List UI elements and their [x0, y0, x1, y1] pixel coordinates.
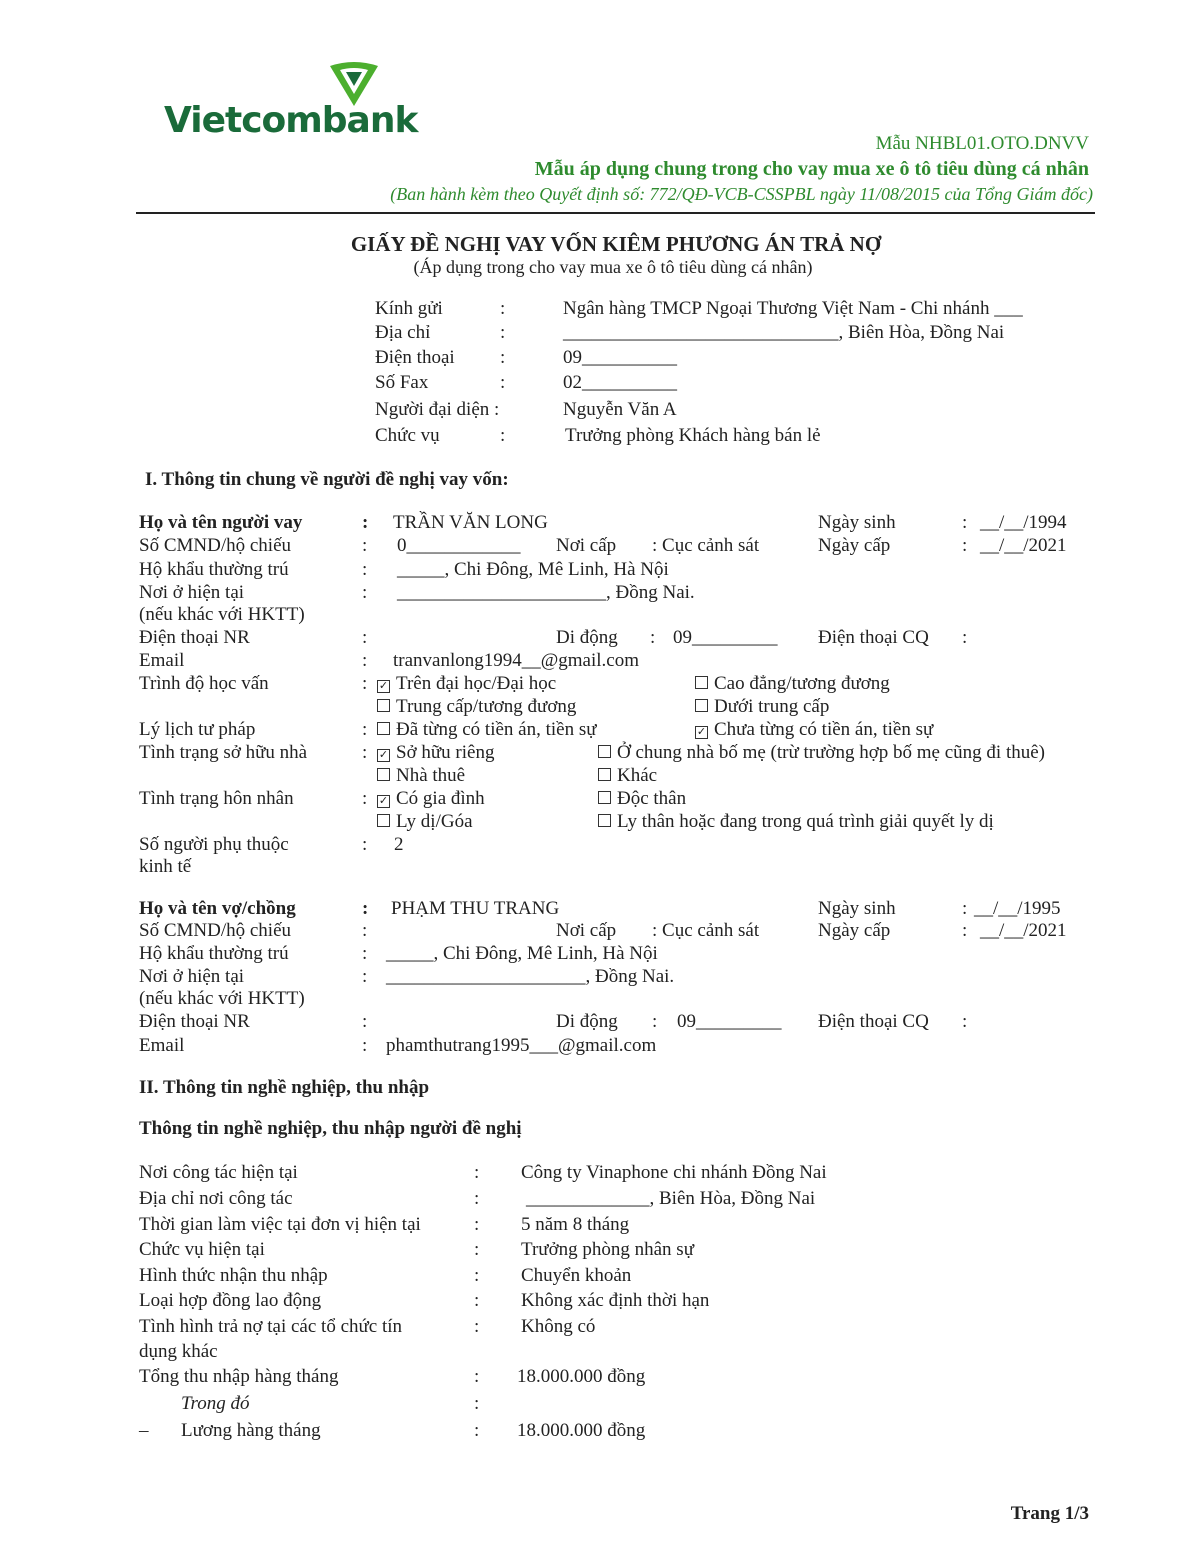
income-value: Chuyển khoản — [521, 1265, 632, 1286]
colon: : — [962, 512, 968, 533]
income-label: Lương hàng tháng — [181, 1420, 321, 1441]
label-spouse-name: Họ và tên vợ/chồng — [139, 898, 296, 919]
label-phone-cq: Điện thoại CQ — [818, 627, 929, 648]
colon: : — [652, 1011, 658, 1032]
option-label: Đã từng có tiền án, tiền sự — [396, 719, 597, 740]
colon: : — [962, 535, 968, 556]
value-dia-chi: _____________________________, Biên Hòa, Đồng Nai — [563, 322, 1005, 343]
income-label: Địa chỉ nơi công tác — [139, 1188, 293, 1209]
colon: : — [362, 943, 368, 964]
value-kinh-gui: Ngân hàng TMCP Ngoại Thương Việt Nam - Chi nhánh ___ — [563, 298, 1023, 319]
value-email: tranvanlong1994__@gmail.com — [393, 650, 639, 671]
label-issue-place: Nơi cấp — [556, 920, 617, 941]
document-title: GIẤY ĐỀ NGHỊ VAY VỐN KIÊM PHƯƠNG ÁN TRẢ NỢ — [350, 232, 882, 256]
marital-option-1[interactable] — [377, 788, 485, 810]
edu-option-3[interactable] — [377, 696, 576, 718]
house-option-3[interactable] — [377, 765, 465, 787]
label-mobile: Di động — [556, 1011, 618, 1032]
colon: : — [474, 1265, 480, 1286]
label-chuc-vu: Chức vụ — [375, 425, 440, 446]
income-label-in-which: Trong đó — [181, 1393, 250, 1414]
label-current-note: (nếu khác với HKTT) — [139, 604, 305, 625]
checkbox[interactable] — [377, 768, 390, 781]
colon: : — [962, 920, 968, 941]
label-borrower-name: Họ và tên người vay — [139, 512, 303, 533]
colon: : — [362, 559, 368, 580]
colon: : — [474, 1239, 480, 1260]
checkbox[interactable] — [377, 814, 390, 827]
section1-heading: I. Thông tin chung về người đề nghị vay vốn: — [145, 469, 509, 490]
label-dien-thoai: Điện thoại — [375, 347, 455, 368]
colon: : — [474, 1188, 480, 1209]
checkbox[interactable] — [598, 768, 611, 781]
income-label: Hình thức nhận thu nhập — [139, 1265, 328, 1286]
label-dependents-line2: kinh tế — [139, 856, 192, 877]
colon: : — [362, 966, 368, 987]
option-label: Cao đẳng/tương đương — [714, 673, 890, 694]
income-label: Chức vụ hiện tại — [139, 1239, 265, 1260]
label-phone-cq: Điện thoại CQ — [818, 1011, 929, 1032]
value-hktt: _____, Chi Đông, Mê Linh, Hà Nội — [386, 943, 658, 964]
bullet-dash: – — [139, 1420, 149, 1441]
section2-subheading: Thông tin nghề nghiệp, thu nhập người đề nghị — [139, 1118, 522, 1139]
house-option-2[interactable] — [598, 742, 1045, 764]
option-label: Trên đại học/Đại học — [396, 673, 557, 694]
value-fax: 02__________ — [563, 372, 677, 393]
label-housing: Tình trạng sở hữu nhà — [139, 742, 308, 763]
option-label: Dưới trung cấp — [714, 696, 830, 717]
value-spouse-name: PHẠM THU TRANG — [391, 898, 560, 919]
colon: : — [474, 1162, 480, 1183]
label-education: Trình độ học vấn — [139, 673, 269, 694]
label-email: Email — [139, 650, 185, 671]
label-current-address: Nơi ở hiện tại — [139, 966, 245, 987]
option-label: Sở hữu riêng — [396, 742, 495, 763]
edu-option-4[interactable] — [695, 696, 829, 718]
colon: : — [362, 742, 368, 763]
value-hktt: _____, Chi Đông, Mê Linh, Hà Nội — [397, 559, 669, 580]
value-dob: __/__/1995 — [974, 898, 1061, 919]
value-issue-date: __/__/2021 — [980, 535, 1067, 556]
value-issue-place: : Cục cảnh sát — [652, 920, 760, 941]
income-label: Tình hình trả nợ tại các tổ chức tín — [139, 1316, 403, 1337]
label-issue-place: Nơi cấp — [556, 535, 617, 556]
decree-note: (Ban hành kèm theo Quyết định số: 772/QĐ-VCB-CSSPBL ngày 11/08/2015 của Tổng Giám đốc) — [390, 184, 1093, 204]
colon: : — [500, 322, 506, 343]
value-nguoi-dai-dien: Nguyễn Văn A — [563, 399, 677, 420]
income-value: 18.000.000 đồng — [517, 1366, 646, 1387]
label-dependents: Số người phụ thuộc — [139, 834, 289, 855]
value-borrower-name: TRẦN VĂN LONG — [393, 512, 548, 533]
option-label: Độc thân — [617, 788, 687, 809]
colon: : — [500, 425, 506, 446]
option-label: Khác — [617, 765, 658, 786]
section2-heading: II. Thông tin nghề nghiệp, thu nhập — [139, 1077, 430, 1098]
checkbox-checked[interactable]: ✓ — [696, 726, 707, 738]
value-current-address: ______________________, Đồng Nai. — [397, 582, 695, 603]
income-value: Trưởng phòng nhân sự — [521, 1239, 694, 1260]
label-mobile: Di động — [556, 627, 618, 648]
colon: : — [474, 1393, 480, 1414]
label-hktt: Hộ khẩu thường trú — [139, 943, 289, 964]
income-label: Loại hợp đồng lao động — [139, 1290, 322, 1311]
label-marital: Tình trạng hôn nhân — [139, 788, 294, 809]
option-label: Trung cấp/tương đương — [396, 696, 577, 717]
form-code: Mẫu NHBL01.OTO.DNVV — [875, 133, 1089, 154]
income-label: Tổng thu nhập hàng tháng — [139, 1366, 339, 1387]
label-hktt: Hộ khẩu thường trú — [139, 559, 289, 580]
colon: : — [362, 898, 369, 919]
colon: : — [962, 627, 968, 648]
colon: : — [362, 650, 368, 671]
colon: : — [962, 1011, 968, 1032]
label-issue-date: Ngày cấp — [818, 535, 891, 556]
marital-option-4[interactable] — [598, 811, 994, 833]
page-number: Trang 1/3 — [1010, 1503, 1089, 1524]
marital-option-2[interactable] — [598, 788, 686, 810]
income-value: 5 năm 8 tháng — [521, 1214, 630, 1235]
colon: : — [362, 719, 368, 740]
colon: : — [500, 347, 506, 368]
option-label: Ly dị/Góa — [396, 811, 473, 832]
label-id: Số CMND/hộ chiếu — [139, 535, 291, 556]
value-email: phamthutrang1995___@gmail.com — [386, 1035, 657, 1056]
income-value: Không có — [521, 1316, 596, 1337]
value-mobile: 09_________ — [677, 1011, 782, 1032]
value-dien-thoai: 09__________ — [563, 347, 677, 368]
colon: : — [362, 512, 369, 533]
checkbox[interactable] — [695, 699, 708, 712]
form-description: Mẫu áp dụng chung trong cho vay mua xe ô tô tiêu dùng cá nhân — [534, 158, 1089, 180]
option-label: Nhà thuê — [396, 765, 466, 786]
label-email: Email — [139, 1035, 185, 1056]
checkbox-checked[interactable]: ✓ — [378, 749, 389, 761]
value-id: 0____________ — [397, 535, 521, 556]
colon: : — [362, 1035, 368, 1056]
value-mobile: 09_________ — [673, 627, 778, 648]
colon: : — [500, 372, 506, 393]
label-id: Số CMND/hộ chiếu — [139, 920, 291, 941]
value-issue-date: __/__/2021 — [980, 920, 1067, 941]
income-label: Thời gian làm việc tại đơn vị hiện tại — [139, 1214, 421, 1235]
income-value: 18.000.000 đồng — [517, 1420, 646, 1441]
label-phone-nr: Điện thoại NR — [139, 627, 250, 648]
value-dob: __/__/1994 — [980, 512, 1067, 533]
option-label: Ở chung nhà bố mẹ (trừ trường hợp bố mẹ cũng đi thuê) — [617, 742, 1045, 763]
option-label: Có gia đình — [396, 788, 485, 809]
edu-option-1[interactable] — [377, 673, 556, 695]
checkbox-checked[interactable]: ✓ — [378, 795, 389, 807]
marital-option-3[interactable] — [377, 811, 473, 833]
checkbox[interactable] — [598, 814, 611, 827]
colon: : — [474, 1214, 480, 1235]
label-dia-chi: Địa chỉ — [375, 322, 431, 343]
label-current-address: Nơi ở hiện tại — [139, 582, 245, 603]
colon: : — [362, 834, 368, 855]
income-label: Nơi công tác hiện tại — [139, 1162, 298, 1183]
house-option-1[interactable] — [377, 742, 494, 764]
legal-option-2[interactable] — [695, 719, 933, 741]
option-label: Chưa từng có tiền án, tiền sự — [714, 719, 934, 740]
checkbox[interactable] — [377, 699, 390, 712]
value-current-address: _____________________, Đồng Nai. — [386, 966, 675, 987]
label-current-note: (nếu khác với HKTT) — [139, 988, 305, 1009]
checkbox[interactable] — [377, 722, 390, 735]
label-fax: Số Fax — [375, 372, 429, 393]
option-label: Ly thân hoặc đang trong quá trình giải quyết ly dị — [617, 811, 994, 832]
checkbox-checked[interactable]: ✓ — [378, 680, 389, 692]
colon: : — [362, 535, 368, 556]
label-kinh-gui: Kính gửi — [375, 298, 443, 319]
document-subtitle: (Áp dụng trong cho vay mua xe ô tô tiêu dùng cá nhân) — [413, 257, 813, 277]
colon: : — [500, 298, 506, 319]
value-issue-place: : Cục cảnh sát — [652, 535, 760, 556]
checkbox[interactable] — [695, 676, 708, 689]
colon: : — [362, 582, 368, 603]
header-divider — [136, 212, 1095, 214]
colon: : — [474, 1290, 480, 1311]
label-legal-record: Lý lịch tư pháp — [139, 719, 256, 740]
colon: : — [362, 627, 368, 648]
income-label-line2: dụng khác — [139, 1341, 218, 1362]
legal-option-1[interactable] — [377, 719, 597, 741]
label-nguoi-dai-dien: Người đại diện : — [375, 399, 500, 420]
income-value: Công ty Vinaphone chi nhánh Đồng Nai — [521, 1162, 827, 1183]
value-chuc-vu: Trưởng phòng Khách hàng bán lẻ — [565, 425, 821, 446]
label-issue-date: Ngày cấp — [818, 920, 891, 941]
colon: : — [362, 788, 368, 809]
label-dob: Ngày sinh — [818, 512, 896, 533]
colon: : — [474, 1366, 480, 1387]
colon: : — [962, 898, 968, 919]
brand-logo-text: Vietcombank — [164, 100, 418, 141]
income-value: Không xác định thời hạn — [521, 1290, 710, 1311]
checkbox[interactable] — [598, 745, 611, 758]
income-value: _____________, Biên Hòa, Đồng Nai — [526, 1188, 816, 1209]
value-dependents: 2 — [394, 834, 404, 855]
colon: : — [362, 673, 368, 694]
label-phone-nr: Điện thoại NR — [139, 1011, 250, 1032]
colon: : — [474, 1316, 480, 1337]
colon: : — [362, 1011, 368, 1032]
house-option-4[interactable] — [598, 765, 657, 787]
colon: : — [650, 627, 656, 648]
colon: : — [474, 1420, 480, 1441]
edu-option-2[interactable] — [695, 673, 890, 695]
colon: : — [362, 920, 368, 941]
label-dob: Ngày sinh — [818, 898, 896, 919]
checkbox[interactable] — [598, 791, 611, 804]
